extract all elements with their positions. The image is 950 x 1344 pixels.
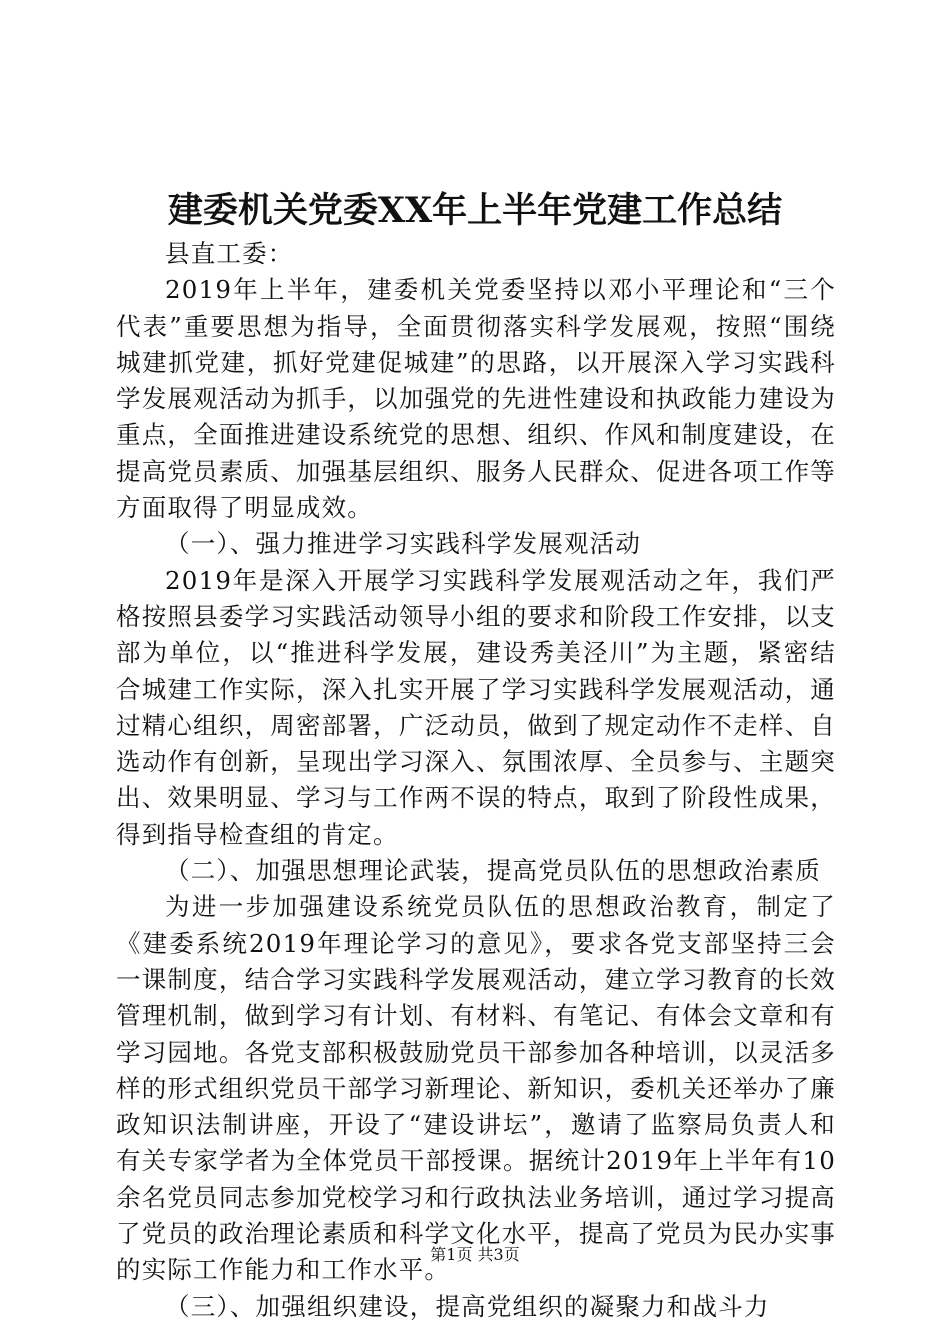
paragraph-intro: 2019年上半年，建委机关党委坚持以邓小平理论和“三个代表”重要思想为指导，全面贯彻落实科学发展观，按照“围绕城建抓党建，抓好党建促城建”的思路，以开展深入学习实践科学发展观活动为抓手，以加强党的先进性建设和执政能力建设为重点，全面推进建设系统党的思想、组织、作风和制度建设，在提高党员素质、加强基层组织、服务人民群众、促进各项工作等方面取得了明显成效。 bbox=[116, 275, 836, 523]
section-heading-3: （三）、加强组织建设，提高党组织的凝聚力和战斗力 bbox=[165, 1291, 770, 1321]
document-body bbox=[116, 236, 836, 1325]
section-heading-1: （一）、强力推进学习实践科学发展观活动 bbox=[165, 529, 642, 559]
section-heading-2: （二）、加强思想理论武装，提高党员队伍的思想政治素质 bbox=[165, 856, 821, 886]
paragraph-section-1: 2019年是深入开展学习实践科学发展观活动之年，我们严格按照县委学习实践活动领导小组的要求和阶段工作安排，以支部为单位，以“推进科学发展，建设秀美泾川”为主题，紧密结合城建工作实际，深入扎实开展了学习实践科学发展观活动，通过精心组织，周密部署，广泛动员，做到了规定动作不走样、自选动作有创新，呈现出学习深入、氛围浓厚、全员参与、主题突出、效果明显、学习与工作两不误的特点，取到了阶段性成果，得到指导检查组的肯定。 bbox=[116, 565, 836, 849]
salutation: 县直工委： bbox=[165, 239, 294, 268]
paragraph-section-2: 为进一步加强建设系统党员队伍的思想政治教育，制定了《建委系统2019年理论学习的意见》，要求各党支部坚持三会一课制度，结合学习实践科学发展观活动，建立学习教育的长效管理机制，做到学习有计划、有材料、有笔记、有体会文章和有学习园地。各党支部积极鼓励党员干部参加各种培训，以灵活多样的形式组织党员干部学习新理论、新知识，委机关还举办了廉政知识法制讲座，开设了“建设讲坛”，邀请了监察局负责人和有关专家学者为全体党员干部授课。据统计2019年上半年有10余名党员同志参加党校学习和行政执法业务培训，通过学习提高了党员的政治理论素质和科学文化水平，提高了党员为民办实事的实际工作能力和工作水平。 bbox=[116, 892, 836, 1285]
document-title: 建委机关党委XX年上半年党建工作总结 bbox=[167, 190, 783, 231]
page-number-footer: 第1页 共3页 bbox=[430, 1245, 520, 1264]
